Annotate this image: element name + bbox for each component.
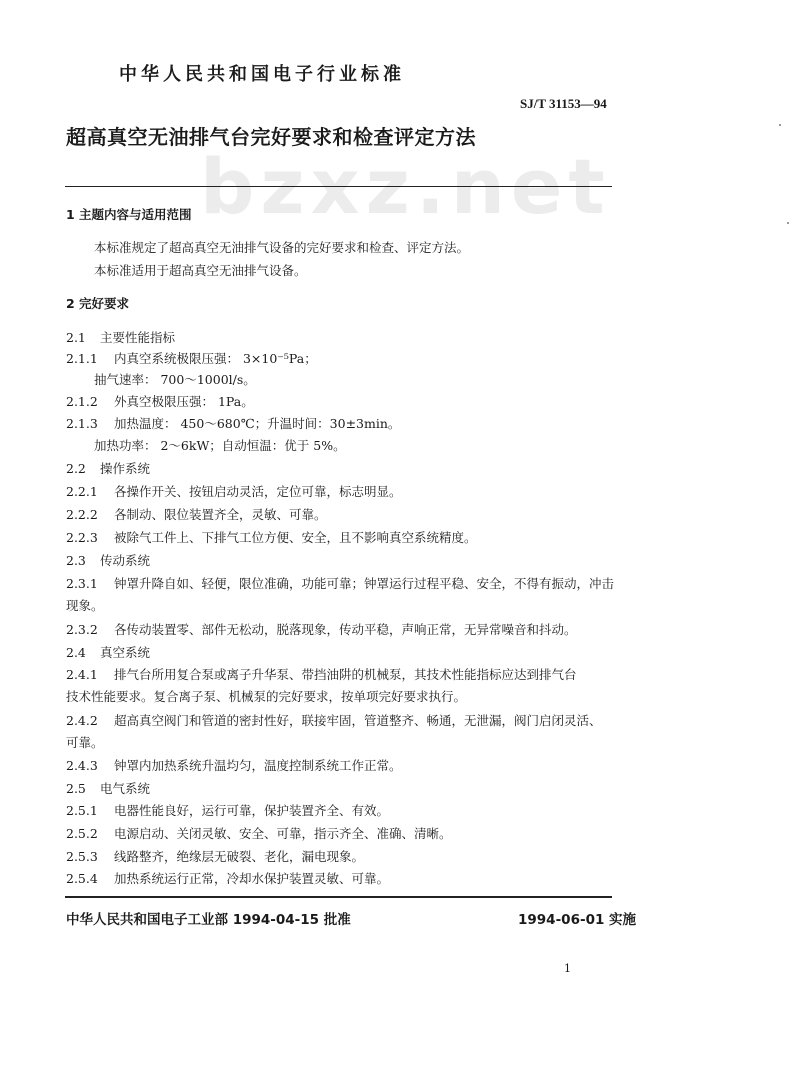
clause-number: 2.2.1: [66, 484, 98, 499]
clause-line: [66, 849, 364, 865]
clause-number: 2.2.3: [66, 530, 98, 545]
clause-line: [66, 351, 317, 367]
clause-line: [66, 394, 254, 410]
clause-number: 2.4: [66, 645, 86, 660]
clause-text: 排气台所用复合泵或离子升华泵、带挡油阱的机械泵，其技术性能指标应达到排气台: [114, 667, 577, 682]
clause-text: 电气系统: [100, 781, 151, 796]
clause-text: 内真空系统极限压强： 3×10⁻⁵Pa；: [114, 351, 317, 366]
clause-text: 电器性能良好，运行可靠，保护装置齐全、有效。: [114, 803, 390, 818]
footer-divider: [65, 896, 612, 898]
clause-number: 2.5: [66, 781, 86, 796]
clause-number: 2.1: [66, 330, 86, 345]
clause-text: 被除气工件上、下排气工位方便、安全，且不影响真空系统精度。: [114, 530, 477, 545]
clause-number: 2.5.4: [66, 871, 98, 886]
clause-text: 线路整齐，绝缘层无破裂、老化，漏电现象。: [114, 849, 365, 864]
clause-line: [66, 330, 175, 346]
clause-text: 加热系统运行正常，冷却水保护装置灵敏、可靠。: [114, 871, 390, 886]
clause-continuation: 加热功率： 2～6kW；自动恒温：优于 5%。: [94, 438, 346, 453]
clause-continuation: 技术性能要求。复合离子泵、机械泵的完好要求，按单项完好要求执行。: [66, 689, 467, 704]
clause-number: 2.4.3: [66, 758, 98, 773]
clause-line: [66, 758, 402, 774]
clause-text: 超高真空阀门和管道的密封性好，联接牢固，管道整齐、畅通，无泄漏，阀门启闭灵活、: [114, 713, 602, 728]
clause-line: [66, 781, 150, 797]
clause-text: 外真空极限压强： 1Pa。: [114, 394, 254, 409]
clause-text: 各操作开关、按钮启动灵活，定位可靠，标志明显。: [114, 484, 402, 499]
issuing-body-header: 中华人民共和国电子行业标准: [119, 64, 405, 85]
clause-number: 2.4.1: [66, 667, 98, 682]
clause-text: 加热温度： 450～680℃；升温时间：30±3min。: [114, 416, 401, 431]
clause-continuation: 现象。: [66, 598, 104, 613]
effective-date: 1994-06-01 实施: [518, 912, 637, 928]
clause-text: 主要性能指标: [100, 330, 176, 345]
section-heading: 2 完好要求: [66, 296, 130, 311]
clause-line: [66, 667, 577, 683]
clause-text: 各制动、限位装置齐全，灵敏、可靠。: [114, 507, 327, 522]
approval-notice: 中华人民共和国电子工业部 1994-04-15 批准: [66, 912, 351, 928]
clause-number: 2.3.2: [66, 622, 98, 637]
clause-number: 2.5.2: [66, 826, 98, 841]
clause-number: 2.2: [66, 461, 86, 476]
clause-number: 2.1.3: [66, 416, 98, 431]
clause-line: [66, 507, 327, 523]
watermark: bzxz.net: [200, 142, 611, 231]
clause-line: [66, 461, 150, 477]
clause-number: 2.4.2: [66, 713, 98, 728]
scan-speck: [787, 222, 789, 224]
clause-line: [66, 553, 150, 569]
clause-continuation: 抽气速率： 700～1000l/s。: [94, 372, 256, 387]
clause-line: [66, 826, 452, 842]
scan-speck: [779, 124, 781, 126]
clause-line: [66, 484, 402, 500]
clause-text: 钟罩内加热系统升温均匀，温度控制系统工作正常。: [114, 758, 402, 773]
clause-text: 操作系统: [100, 461, 151, 476]
title-divider: [65, 186, 612, 187]
clause-line: [66, 576, 614, 592]
page-number: 1: [564, 962, 571, 975]
clause-text: 钟罩升降自如、轻便，限位准确，功能可靠；钟罩运行过程平稳、安全，不得有振动，冲击: [114, 576, 615, 591]
clause-number: 2.1.1: [66, 351, 98, 366]
clause-continuation: 可靠。: [66, 735, 104, 750]
document-title: 超高真空无油排气台完好要求和检查评定方法: [66, 125, 476, 149]
clause-text: 各传动装置零、部件无松动，脱落现象，传动平稳，声响正常，无异常噪音和抖动。: [114, 622, 577, 637]
clause-text: 真空系统: [100, 645, 151, 660]
clause-number: 2.3: [66, 553, 86, 568]
clause-line: [66, 530, 477, 546]
clause-line: [66, 871, 389, 887]
section-heading: 1 主题内容与适用范围: [66, 207, 192, 222]
clause-text: 电源启动、关闭灵敏、安全、可靠，指示齐全、准确、清晰。: [114, 826, 452, 841]
clause-line: [66, 622, 577, 638]
clause-number: 2.2.2: [66, 507, 98, 522]
clause-line: [66, 645, 150, 661]
clause-number: 2.5.1: [66, 803, 98, 818]
clause-line: [66, 803, 389, 819]
paragraph-line: 本标准适用于超高真空无油排气设备。: [94, 263, 307, 278]
paragraph-line: 本标准规定了超高真空无油排气设备的完好要求和检查、评定方法。: [94, 240, 470, 255]
clause-line: [66, 416, 400, 432]
clause-text: 传动系统: [100, 553, 151, 568]
clause-number: 2.3.1: [66, 576, 98, 591]
clause-line: [66, 713, 602, 729]
clause-number: 2.5.3: [66, 849, 98, 864]
standard-code: SJ/T 31153—94: [520, 96, 607, 111]
clause-number: 2.1.2: [66, 394, 98, 409]
